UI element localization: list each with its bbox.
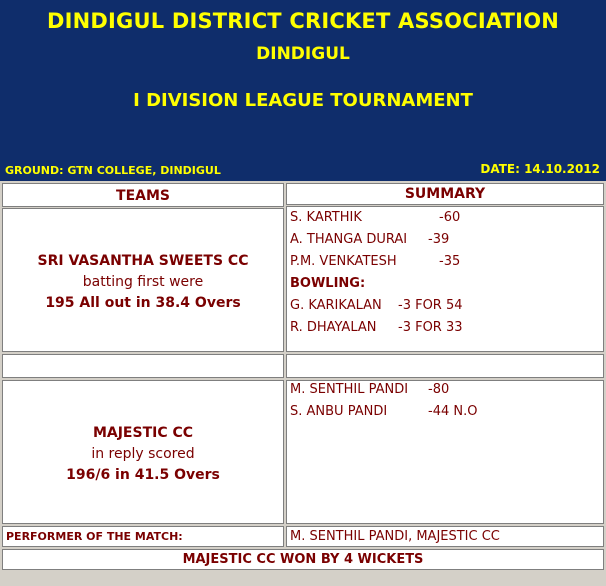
batsman-name: M. SENTHIL PANDI xyxy=(290,382,409,397)
batsman-name: A. THANGA DURAI xyxy=(290,232,408,247)
innings1-summary-cell xyxy=(286,206,604,352)
spacer-cell-right xyxy=(286,354,604,378)
innings2-team-name: MAJESTIC CC xyxy=(92,425,194,441)
ground-label: GROUND: GTN COLLEGE, DINDIGUL xyxy=(5,164,221,177)
spacer-cell-left xyxy=(2,354,284,378)
summary-header-label: SUMMARY xyxy=(404,186,486,202)
tournament-title: I DIVISION LEAGUE TOURNAMENT xyxy=(133,90,473,111)
batsman-row xyxy=(290,254,460,269)
teams-header-label: TEAMS xyxy=(116,188,170,204)
association-title: DINDIGUL DISTRICT CRICKET ASSOCIATION xyxy=(46,9,560,33)
innings1-phrase: batting first were xyxy=(82,274,204,290)
innings2-team-cell xyxy=(2,380,284,524)
bowler-row xyxy=(290,320,463,335)
batsman-score: -39 xyxy=(428,232,450,247)
innings2-team-block xyxy=(3,423,283,486)
bowler-name: R. DHAYALAN xyxy=(290,320,377,335)
summary-column-header xyxy=(286,183,604,205)
batsman-row xyxy=(290,404,477,419)
bowler-figures: -3 FOR 54 xyxy=(398,298,463,313)
scorecard-table xyxy=(0,181,606,586)
teams-column-header xyxy=(2,183,284,207)
innings2-phrase: in reply scored xyxy=(91,446,195,462)
city-subtitle: DINDIGUL xyxy=(256,44,350,64)
batsman-score: -80 xyxy=(428,382,450,397)
innings1-score: 195 All out in 38.4 Overs xyxy=(45,295,241,311)
batsman-score: -60 xyxy=(439,210,461,225)
batsman-score: -35 xyxy=(439,254,461,269)
performer-label-cell xyxy=(2,526,284,547)
match-date: DATE: 14.10.2012 xyxy=(480,162,600,176)
innings1-team-name: SRI VASANTHA SWEETS CC xyxy=(37,253,249,269)
innings2-summary-cell xyxy=(286,380,604,524)
bowling-label: BOWLING: xyxy=(290,276,366,291)
performer-label: PERFORMER OF THE MATCH: xyxy=(6,530,183,543)
performer-value-cell xyxy=(286,526,604,547)
innings2-score: 196/6 in 41.5 Overs xyxy=(66,467,220,483)
match-result: MAJESTIC CC WON BY 4 WICKETS xyxy=(182,552,424,567)
batsman-row xyxy=(290,382,449,397)
result-cell xyxy=(2,549,604,570)
bowler-name: G. KARIKALAN xyxy=(290,298,382,313)
batsman-name: S. KARTHIK xyxy=(290,210,362,225)
bowler-figures: -3 FOR 33 xyxy=(398,320,463,335)
innings1-team-block xyxy=(3,251,283,314)
batsman-name: S. ANBU PANDI xyxy=(290,404,388,419)
innings1-team-cell xyxy=(2,208,284,352)
bowler-row xyxy=(290,298,463,313)
batsman-row xyxy=(290,210,460,225)
batsman-row xyxy=(290,232,449,247)
batsman-score: -44 N.O xyxy=(428,404,478,419)
batsman-name: P.M. VENKATESH xyxy=(290,254,397,269)
performer-value: M. SENTHIL PANDI, MAJESTIC CC xyxy=(290,529,500,544)
header-banner xyxy=(0,0,606,181)
